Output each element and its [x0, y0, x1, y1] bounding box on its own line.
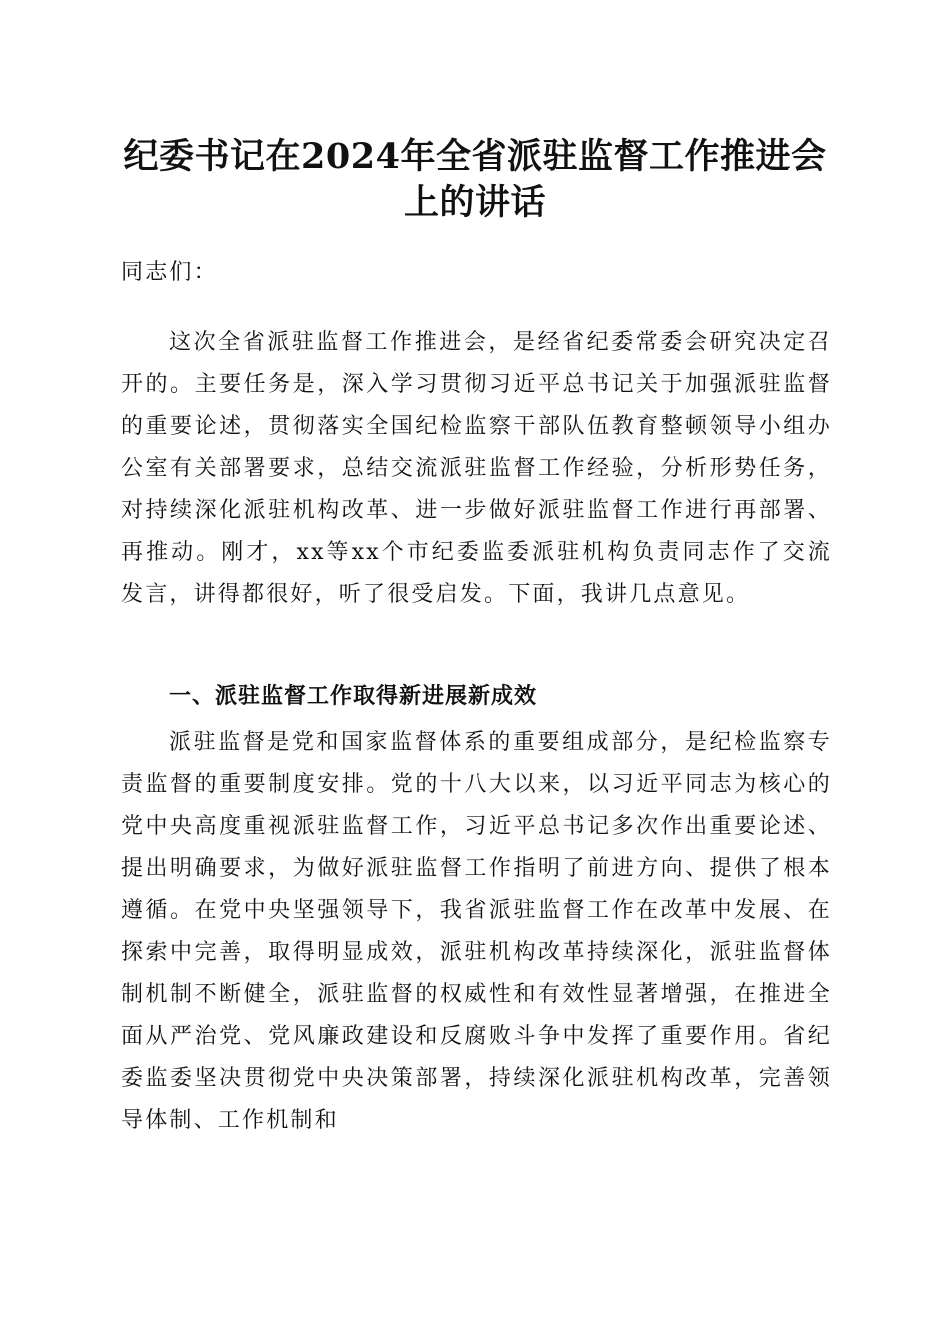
- title-line-2: 上的讲话: [403, 182, 546, 223]
- paragraph-section-1: 派驻监督是党和国家监督体系的重要组成部分，是纪检监察专责监督的重要制度安排。党的十八大以来，以习近平同志为核心的党中央高度重视派驻监督工作，习近平总书记多次作出重要论述、提出明确要求，为做好派驻监督工作指明了前进方向、提供了根本遵循。在党中央坚强领导下，我省派驻监督工作在改革中发展、在探索中完善，取得明显成效，派驻机构改革持续深化，派驻监督体制机制不断健全，派驻监督的权威性和有效性显著增强，在推进全面从严治党、党风廉政建设和反腐败斗争中发挥了重要作用。省纪委监委坚决贯彻党中央决策部署，持续深化派驻机构改革，完善领导体制、工作机制和: [121, 730, 832, 1133]
- document-title: [115, 134, 835, 226]
- salutation: 同志们：: [121, 260, 218, 285]
- section-heading-1: 一、派驻监督工作取得新进展新成效: [169, 684, 538, 709]
- paragraph-intro: 这次全省派驻监督工作推进会，是经省纪委常委会研究决定召开的。主要任务是，深入学习贯彻习近平总书记关于加强派驻监督的重要论述，贯彻落实全国纪检监察干部队伍教育整顿领导小组办公室有关部署要求，总结交流派驻监督工作经验，分析形势任务，对持续深化派驻机构改革、进一步做好派驻监督工作进行再部署、再推动。刚才，xx等xx个市纪委监委派驻机构负责同志作了交流发言，讲得都很好，听了很受启发。下面，我讲几点意见。: [121, 330, 832, 607]
- title-line-1: 纪委书记在2024年全省派驻监督工作推进会: [123, 136, 827, 177]
